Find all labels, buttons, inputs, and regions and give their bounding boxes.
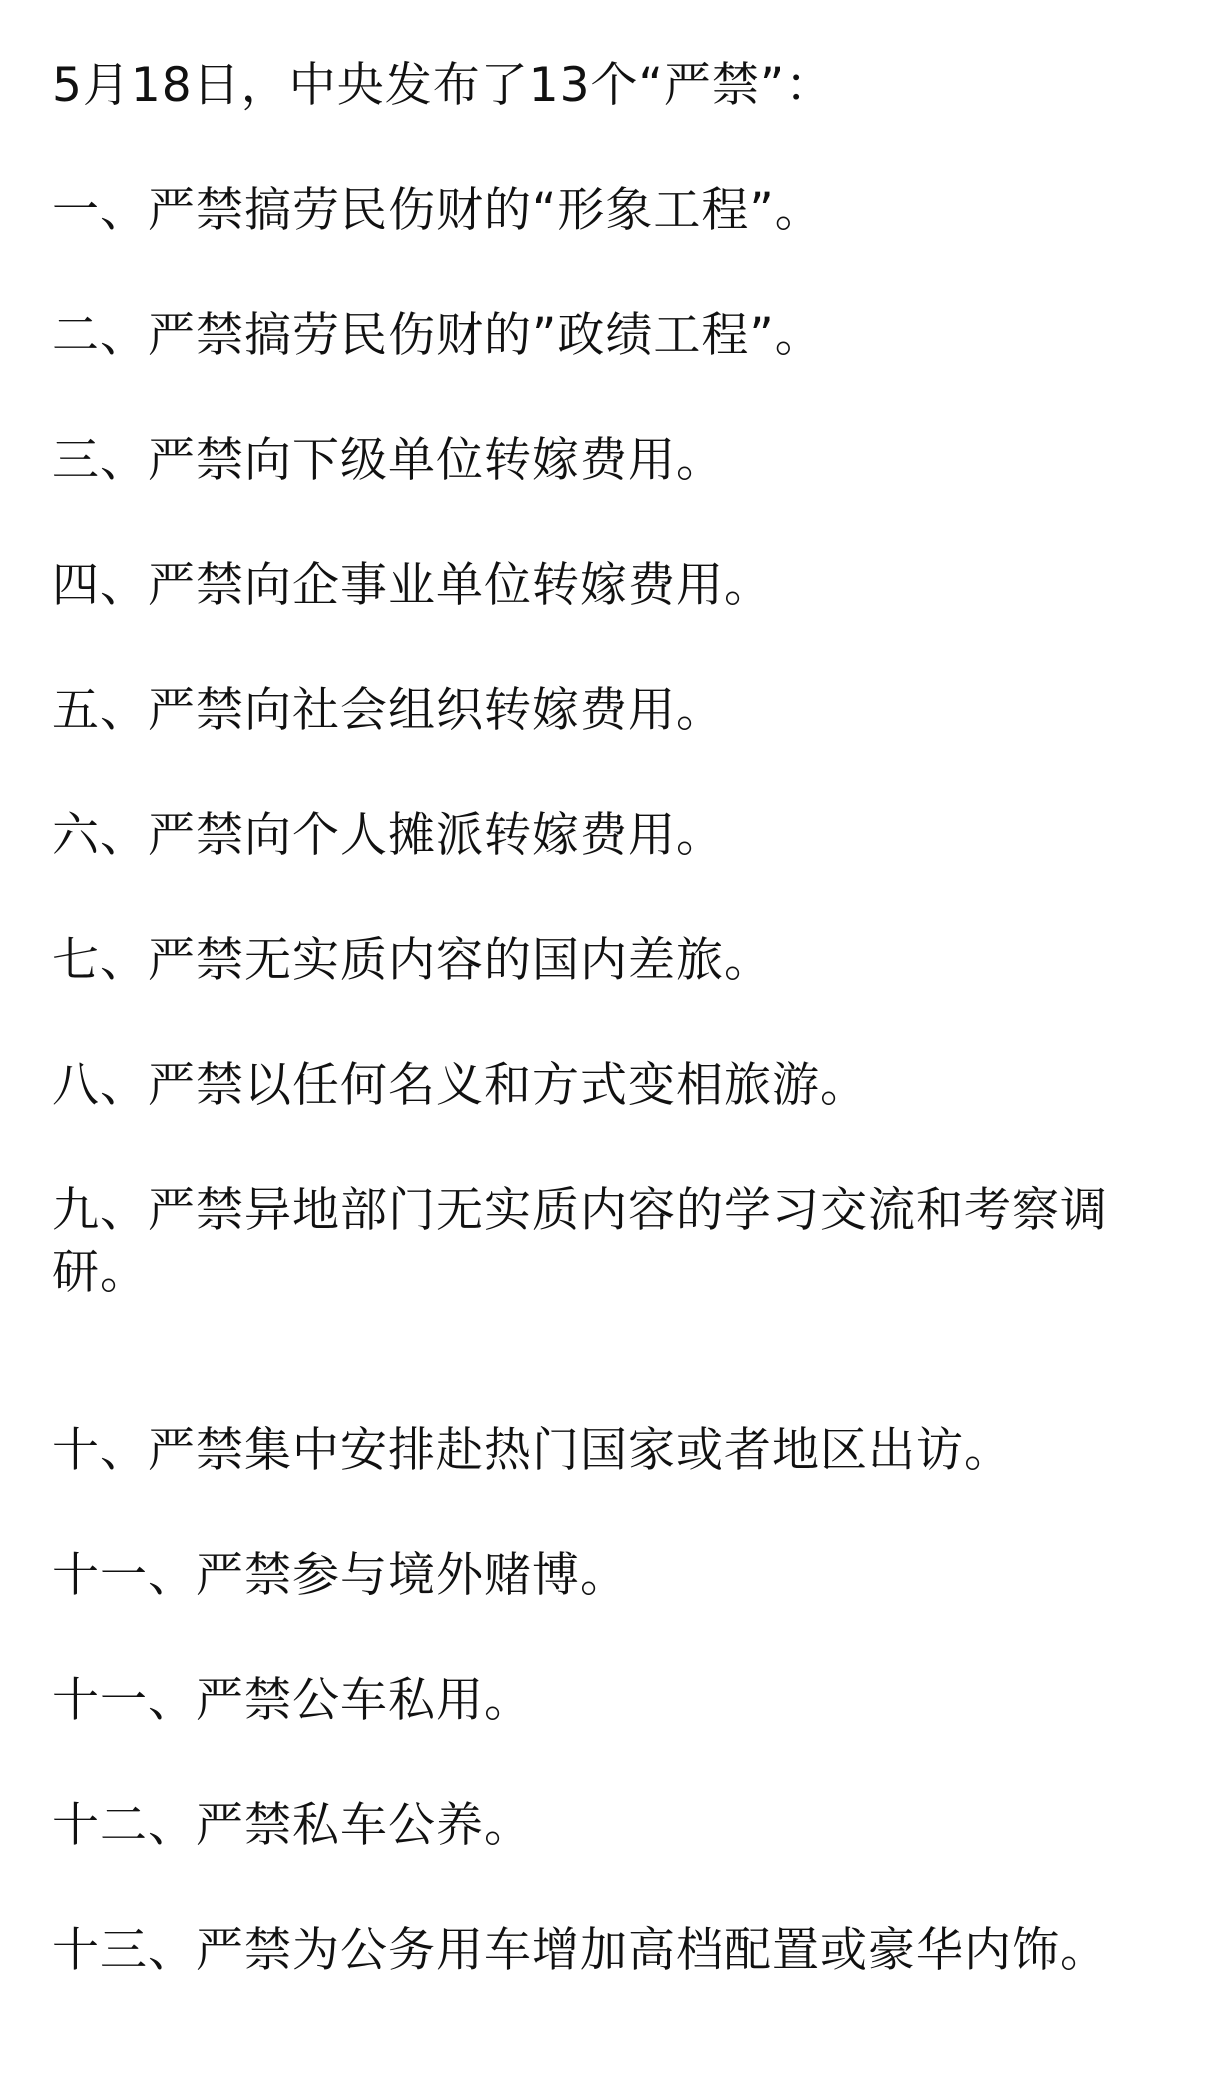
list-item-5: 五、严禁向社会组织转嫁费用。 <box>52 683 724 738</box>
intro-line: 5月18日，中央发布了13个“严禁”： <box>52 58 834 113</box>
list-item-6: 六、严禁向个人摊派转嫁费用。 <box>52 808 724 863</box>
list-item-1: 一、严禁搞劳民伤财的“形象工程”。 <box>52 183 823 238</box>
list-item-11: 十一、严禁参与境外赌博。 <box>52 1548 628 1603</box>
list-item-4: 四、严禁向企事业单位转嫁费用。 <box>52 558 772 613</box>
list-item-3: 三、严禁向下级单位转嫁费用。 <box>52 433 724 488</box>
list-item-2: 二、严禁搞劳民伤财的”政绩工程”。 <box>52 308 823 363</box>
list-item-7: 七、严禁无实质内容的国内差旅。 <box>52 933 772 988</box>
list-item-12: 十二、严禁私车公养。 <box>52 1798 532 1853</box>
list-item-9: 九、严禁异地部门无实质内容的学习交流和考察调研。 <box>52 1183 1108 1300</box>
list-item-10: 十、严禁集中安排赴热门国家或者地区出访。 <box>52 1423 1012 1478</box>
list-item-13: 十三、严禁为公务用车增加高档配置或豪华内饰。 <box>52 1923 1108 1978</box>
list-item-8: 八、严禁以任何名义和方式变相旅游。 <box>52 1058 868 1113</box>
list-item-11-second: 十一、严禁公车私用。 <box>52 1673 532 1728</box>
